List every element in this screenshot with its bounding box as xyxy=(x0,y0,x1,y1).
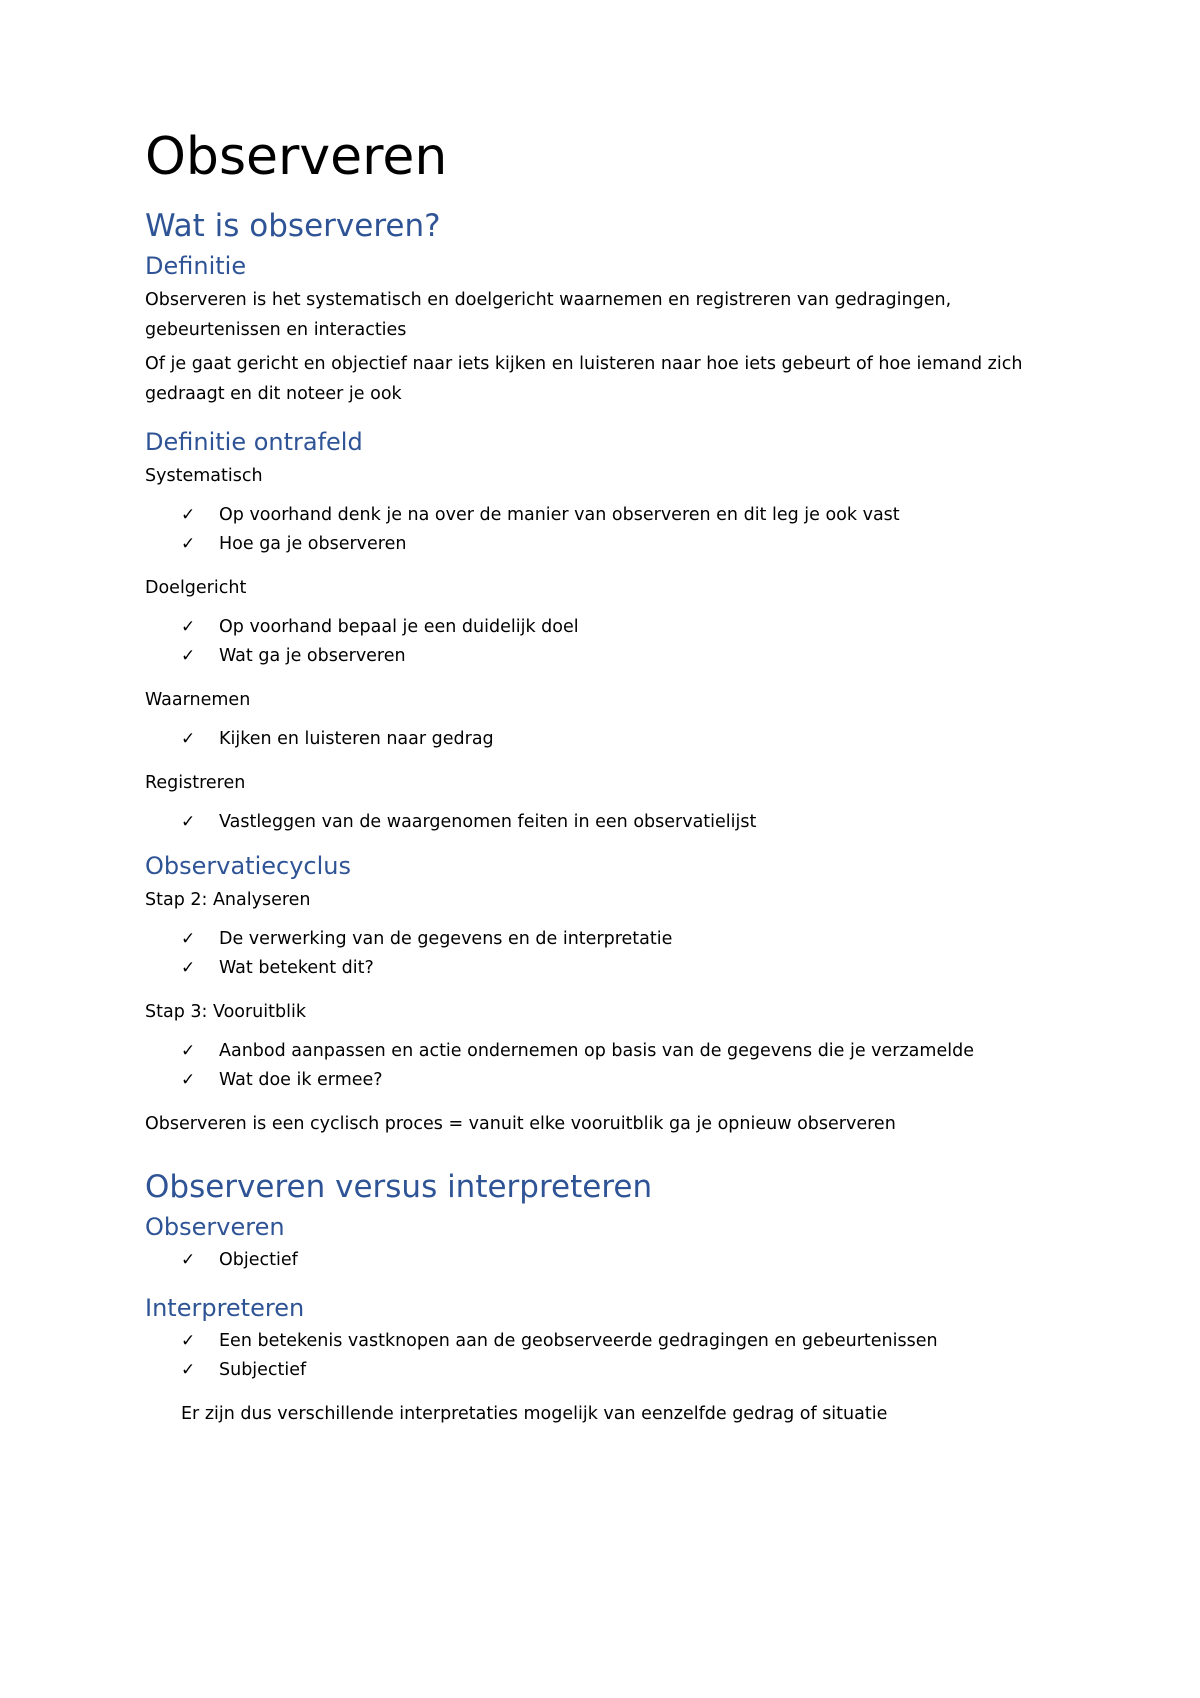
paragraph-definitie: Observeren is het systematisch en doelgericht waarnemen en registreren van gedragingen, gebeurtenissen en interacties xyxy=(145,289,952,340)
checklist-observeren xyxy=(145,1246,1065,1275)
label-systematisch: Systematisch xyxy=(145,465,263,486)
checkmark-icon: ✓ xyxy=(181,1250,196,1271)
section-heading-observeren-versus-interpreteren: Observeren versus interpreteren xyxy=(145,1168,653,1205)
checklist-doelgericht xyxy=(145,613,1065,671)
label-doelgericht: Doelgericht xyxy=(145,577,247,598)
list-item: ✓ Een betekenis vastknopen aan de geobserveerde gedragingen en gebeurtenissen xyxy=(181,1327,1065,1356)
section-heading-wat-is-observeren: Wat is observeren? xyxy=(145,207,441,244)
checklist-stap-2 xyxy=(145,925,1065,983)
checkmark-icon: ✓ xyxy=(181,504,196,525)
checklist-systematisch xyxy=(145,501,1065,559)
list-item: ✓ Vastleggen van de waargenomen feiten in een observatielijst xyxy=(181,808,1065,837)
label-registreren: Registreren xyxy=(145,772,246,793)
subheading-definitie-ontrafeld: Definitie ontrafeld xyxy=(145,427,363,456)
checkmark-icon: ✓ xyxy=(181,811,196,832)
list-item: ✓ Kijken en luisteren naar gedrag xyxy=(181,725,1065,754)
paragraph-cyclisch-proces: Observeren is een cyclisch proces = vanuit elke vooruitblik ga je opnieuw observeren xyxy=(145,1113,896,1134)
label-stap-2: Stap 2: Analyseren xyxy=(145,889,311,910)
list-item: ✓ Subjectief xyxy=(181,1356,1065,1385)
checkmark-icon: ✓ xyxy=(181,728,196,749)
subheading-interpreteren: Interpreteren xyxy=(145,1294,305,1323)
label-waarnemen: Waarnemen xyxy=(145,689,251,710)
checkmark-icon: ✓ xyxy=(181,1040,196,1061)
list-item: ✓ Hoe ga je observeren xyxy=(181,530,1065,559)
checklist-registreren xyxy=(145,808,1065,837)
checkmark-icon: ✓ xyxy=(181,928,196,949)
list-item: ✓ Wat doe ik ermee? xyxy=(181,1066,1065,1095)
list-item: ✓ Objectief xyxy=(181,1246,1065,1275)
document-content xyxy=(145,128,1065,1443)
checklist-interpreteren xyxy=(145,1327,1065,1385)
paragraph-interpretaties-note: Er zijn dus verschillende interpretaties mogelijk van eenzelfde gedrag of situatie xyxy=(181,1404,888,1425)
checklist-stap-3 xyxy=(145,1037,1065,1095)
checkmark-icon: ✓ xyxy=(181,1069,196,1090)
checkmark-icon: ✓ xyxy=(181,645,196,666)
checklist-waarnemen xyxy=(145,725,1065,754)
list-item: ✓ Wat betekent dit? xyxy=(181,954,1065,983)
list-item: ✓ Op voorhand bepaal je een duidelijk doel xyxy=(181,613,1065,642)
subheading-definitie: Definitie xyxy=(145,251,247,280)
label-stap-3: Stap 3: Vooruitblik xyxy=(145,1001,306,1022)
checkmark-icon: ✓ xyxy=(181,533,196,554)
checkmark-icon: ✓ xyxy=(181,1331,196,1352)
paragraph-definitie-uitleg: Of je gaat gericht en objectief naar iets kijken en luisteren naar hoe iets gebeurt of hoe iemand zich gedraagt en dit noteer je ook xyxy=(145,353,1023,404)
list-item: ✓ De verwerking van de gegevens en de interpretatie xyxy=(181,925,1065,954)
checkmark-icon: ✓ xyxy=(181,616,196,637)
checkmark-icon: ✓ xyxy=(181,1360,196,1381)
subheading-observeren: Observeren xyxy=(145,1213,285,1242)
list-item: ✓ Aanbod aanpassen en actie ondernemen op basis van de gegevens die je verzamelde xyxy=(181,1037,1065,1066)
list-item: ✓ Op voorhand denk je na over de manier van observeren en dit leg je ook vast xyxy=(181,501,1065,530)
list-item: ✓ Wat ga je observeren xyxy=(181,642,1065,671)
subheading-observatiecyclus: Observatiecyclus xyxy=(145,851,351,880)
checkmark-icon: ✓ xyxy=(181,957,196,978)
document-title: Observeren xyxy=(145,127,448,187)
